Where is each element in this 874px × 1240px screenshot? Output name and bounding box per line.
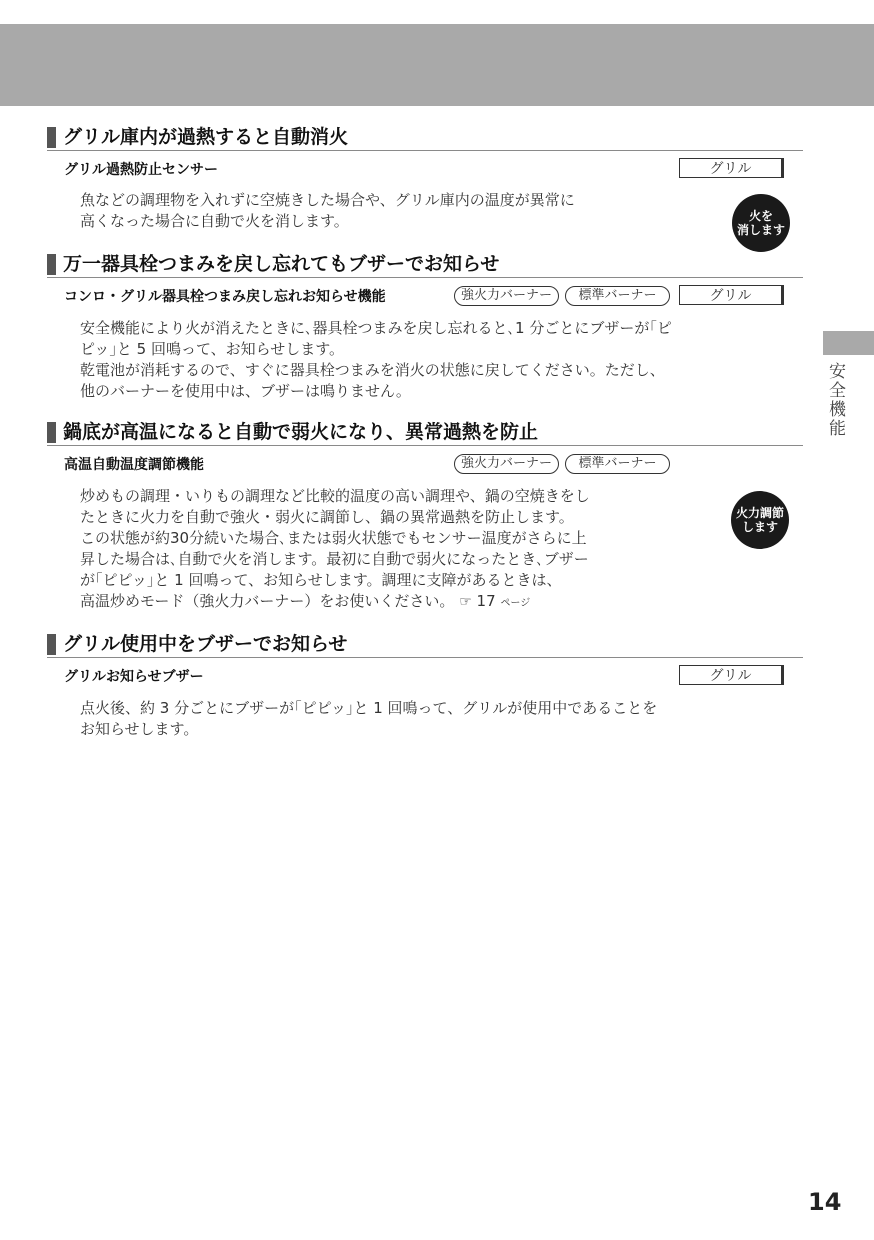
body-line: 炒めもの調理・いりもの調理など比較的温度の高い調理や、鍋の空焼きをし [80, 487, 590, 505]
body-line: 魚などの調理物を入れずに空焼きした場合や、グリル庫内の温度が異常に [80, 191, 575, 209]
body-line: この状態が約30分続いた場合､または弱火状態でもセンサー温度がさらに上 [80, 529, 587, 547]
header-band [0, 24, 874, 106]
section-title-text: 万一器具栓つまみを戻し忘れてもブザーでお知らせ [63, 253, 500, 275]
section-title-grill-overheat [47, 124, 803, 151]
pill-high-power-burner: 強火力バーナー [454, 454, 559, 474]
section-title-auto-temp [47, 419, 803, 446]
body-line: 昇した場合は､自動で火を消します。最初に自動で弱火になったとき､ブザー [80, 550, 589, 568]
pill-high-power-burner: 強火力バーナー [454, 286, 559, 306]
subtitle-knob-reminder: コンロ・グリル器具栓つまみ戻し忘れお知らせ機能 [64, 289, 386, 305]
pointing-hand-icon: ☞ [459, 594, 472, 610]
section-title-knob-reminder [47, 251, 803, 278]
body-line: が｢ピピッ｣と 1 回鳴って、お知らせします。調理に支障があるときは、 [80, 571, 562, 589]
section-marker [47, 634, 56, 655]
reference-page-unit: ページ [500, 598, 531, 609]
tag-grill: グリル [679, 158, 784, 178]
side-tab-label: 安全機能 [825, 362, 845, 438]
body-line: 高くなった場合に自動で火を消します。 [80, 212, 349, 230]
tag-grill: グリル [679, 665, 784, 685]
body-line: ピッ｣と 5 回鳴って、お知らせします。 [80, 340, 345, 358]
body-grill-overheat [80, 190, 575, 232]
subtitle-grill-overheat-sensor: グリル過熱防止センサー [64, 162, 218, 178]
section-marker [47, 254, 56, 275]
badge-line: 火力調節 [735, 506, 784, 520]
fire-off-badge [732, 194, 790, 252]
side-tab-marker [823, 331, 874, 355]
pill-standard-burner: 標準バーナー [565, 286, 670, 306]
body-line: たときに火力を自動で強火・弱火に調節し、鍋の異常過熱を防止します。 [80, 508, 574, 526]
reference-page-number: 17 [476, 592, 496, 610]
body-line: 点火後、約 3 分ごとにブザーが｢ピピッ｣と 1 回鳴って、グリルが使用中であることを [80, 699, 658, 717]
section-title-text: グリル使用中をブザーでお知らせ [63, 633, 348, 655]
subtitle-auto-temp: 高温自動温度調節機能 [64, 457, 204, 473]
tag-grill: グリル [679, 285, 784, 305]
body-line: 安全機能により火が消えたときに､器具栓つまみを戻し忘れると､1 分ごとにブザーが｢ピ [80, 319, 672, 337]
section-title-text: 鍋底が高温になると自動で弱火になり、異常過熱を防止 [63, 421, 539, 443]
body-line: お知らせします。 [80, 720, 199, 738]
badge-line: します [741, 520, 778, 534]
subtitle-grill-buzzer: グリルお知らせブザー [64, 669, 204, 685]
badge-line: 消します [736, 223, 785, 237]
body-line: 高温炒めモード（強火力バーナー）をお使いください。 [80, 592, 455, 610]
body-knob-reminder [80, 318, 672, 402]
section-marker [47, 422, 56, 443]
flame-adjust-badge [731, 491, 789, 549]
body-line: 乾電池が消耗するので、すぐに器具栓つまみを消火の状態に戻してください。ただし、 [80, 361, 665, 379]
badge-line: 火を [748, 209, 773, 223]
section-title-text: グリル庫内が過熱すると自動消火 [63, 126, 349, 148]
section-title-grill-buzzer [47, 631, 803, 658]
page-number: 14 [808, 1188, 842, 1216]
body-line: 他のバーナーを使用中は、ブザーは鳴りません。 [80, 382, 411, 400]
section-marker [47, 127, 56, 148]
body-auto-temp [80, 486, 590, 614]
body-line-with-reference [80, 591, 590, 614]
body-grill-buzzer [80, 698, 657, 740]
pill-standard-burner: 標準バーナー [565, 454, 670, 474]
